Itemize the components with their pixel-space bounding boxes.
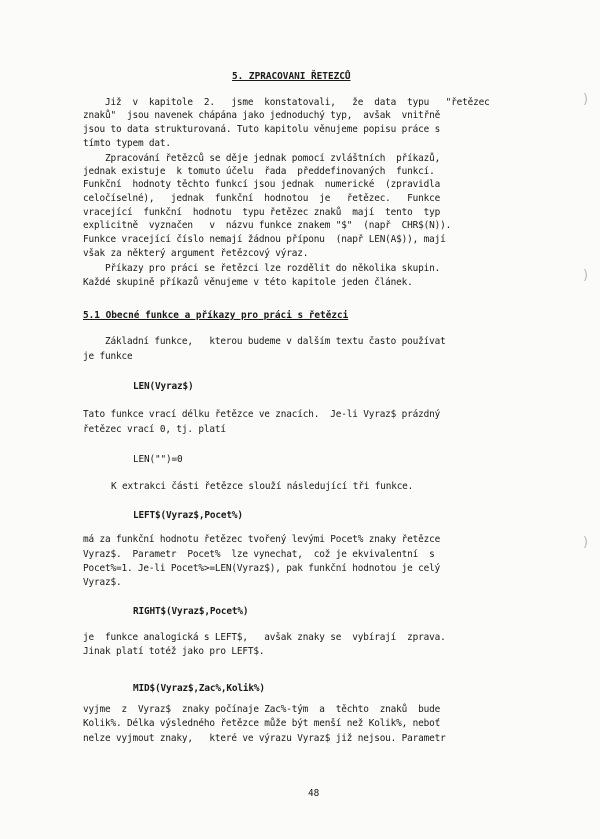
text-line: MID$(Vyraz$,Zac%,Kolik%) [133, 683, 265, 694]
chapter-title: 5. ZPRACOVANI ŘETEZCŮ [232, 71, 351, 82]
text-line: Každé skupině příkazů věnujeme v této kapitole jeden článek. [83, 277, 413, 288]
text-line: znaků" jsou navenek chápána jako jednoduchý typ, avšak vnitřně [83, 110, 441, 121]
text-line: Základní funkce, kterou budeme v dalším textu často používat [83, 336, 446, 347]
section-heading: 5.1 Obecné funkce a příkazy pro práci s řetězci [83, 310, 349, 321]
text-line: Tato funkce vrací délku řetězce ve znacích. Je-li Vyraz$ prázdný [83, 409, 441, 420]
margin-mark: ) [583, 268, 589, 283]
text-line: jsou to data strukturovaná. Tuto kapitolu věnujeme popisu práce s [83, 124, 441, 135]
text-line: má za funkční hodnotu řetězec tvořený levými Pocet% znaky řetězce [83, 534, 441, 545]
text-line: LEFT$(Vyraz$,Pocet%) [133, 510, 243, 521]
text-line: K extrakci části řetězce slouží následující tři funkce. [100, 481, 414, 492]
text-line: tímto typem dat. [83, 138, 171, 149]
text-line: celočíselné), jednak funkční hodnotou je řetězec. Funkce [83, 193, 441, 204]
text-line: řetězec vrací 0, tj. platí [83, 424, 226, 435]
text-line: Jinak platí totéž jako pro LEFT$. [83, 646, 265, 657]
text-line: explicitně vyznačen v názvu funkce znakem "$" (např CHR$(N)). [83, 220, 452, 231]
text-line: Pocet%=1. Je-li Pocet%>=LEN(Vyraz$), pak funkční hodnotou je celý [83, 563, 441, 574]
text-line: LEN(Vyraz$) [133, 381, 194, 392]
text-line: je funkce analogická s LEFT$, avšak znaky se vybírají zprava. [83, 632, 446, 643]
text-line: Vyraz$. Parametr Pocet% lze vynechat, což je ekvivalentní s [83, 549, 435, 560]
text-line: Funkční hodnoty těchto funkcí jsou jednak numerické (zpravidla [83, 179, 441, 190]
text-line: Zpracování řetězců se děje jednak pomocí zvláštních příkazů, [83, 153, 441, 164]
text-line: je funkce [83, 351, 133, 362]
text-line: Vyraz$. [83, 577, 122, 588]
margin-mark: ) [583, 92, 589, 107]
text-line: LEN("")=0 [133, 454, 183, 465]
margin-mark: ) [583, 535, 589, 550]
text-line: nelze vyjmout znaky, které ve výrazu Vyraz$ již nejsou. Parametr [83, 733, 446, 744]
text-line: Kolik%. Délka výsledného řetězce může být menší než Kolik%, neboť [83, 718, 441, 729]
text-line: Již v kapitole 2. jsme konstatovali, že data typu "řetězec [83, 97, 490, 108]
text-line: však za některý argument řetězcový výraz. [83, 248, 309, 259]
text-line: vracející funkční hodnotu typu řetězec znaků mají tento typ [83, 207, 441, 218]
text-line: RIGHT$(Vyraz$,Pocet%) [133, 606, 249, 617]
text-line: Příkazy pro práci se řetězci lze rozdělit do několika skupin. [83, 263, 441, 274]
text-line: Funkce vracející číslo nemají žádnou příponu (např LEN(A$)), mají [83, 234, 446, 245]
page-number: 48 [308, 788, 320, 799]
text-line: vyjme z Vyraz$ znaky počínaje Zac%-tým a těchto znaků bude [83, 704, 441, 715]
text-line: jednak existuje k tomuto účelu řada předdefinovaných funkcí. [83, 166, 435, 177]
